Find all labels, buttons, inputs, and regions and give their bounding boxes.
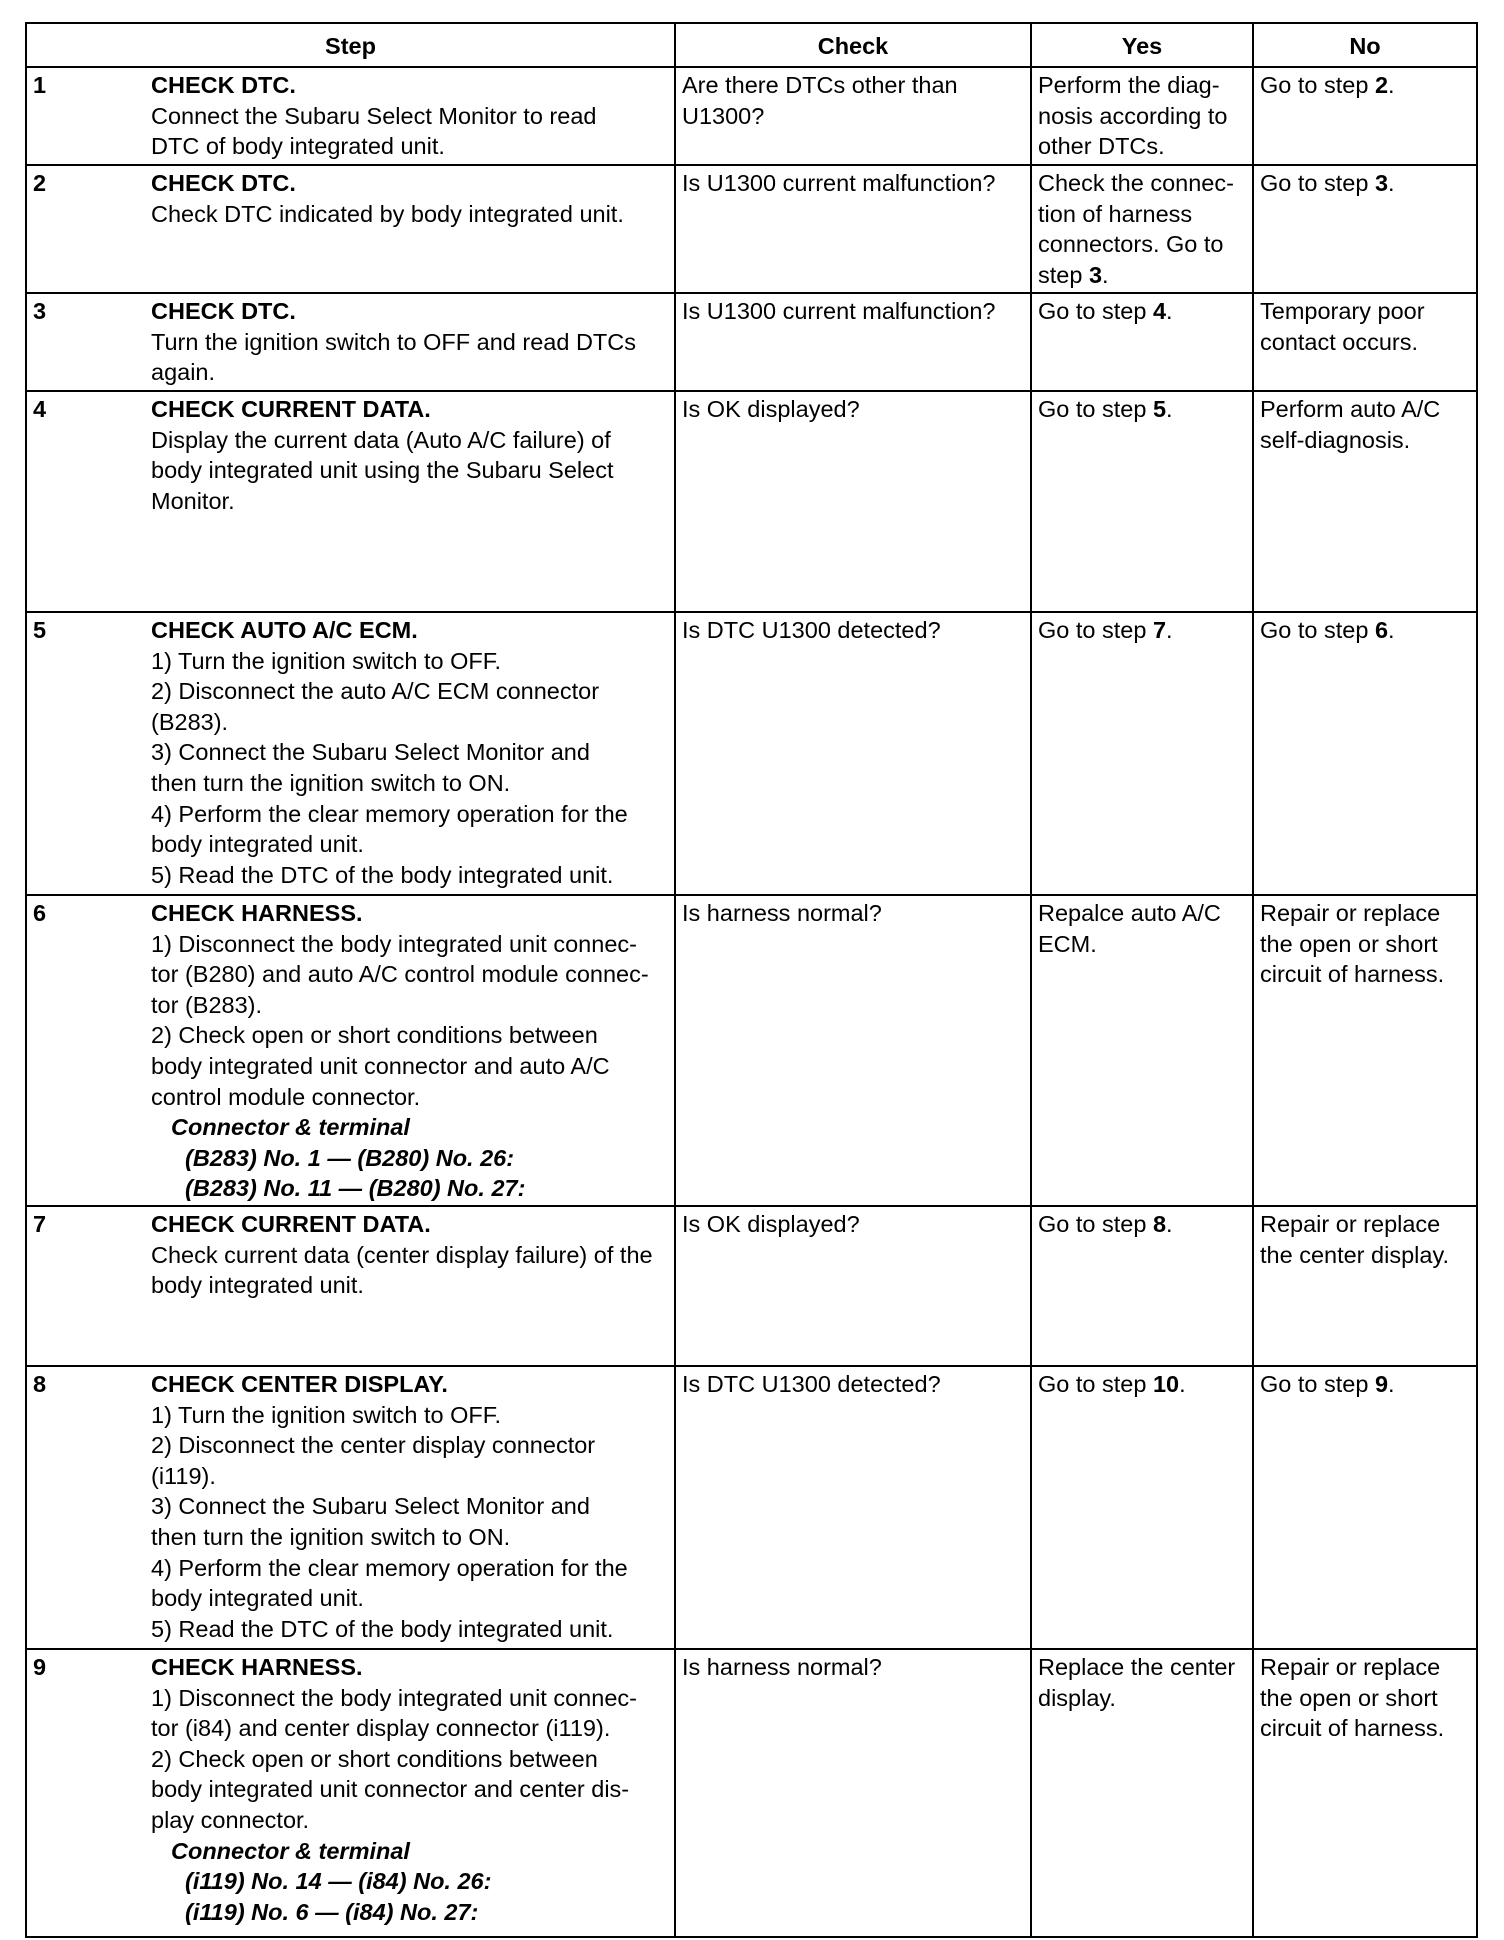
table-row — [26, 293, 1477, 391]
step-line: tor (i84) and center display connector (i119). — [151, 1715, 611, 1742]
table-row — [26, 1649, 1477, 1937]
step-line: 4) Perform the clear memory operation for the — [151, 800, 628, 827]
check-cell — [675, 391, 1031, 612]
step-title: CHECK CURRENT DATA. — [151, 1211, 431, 1237]
no-text: Perform auto A/C self-diagnosis. — [1260, 396, 1441, 453]
step-body — [151, 296, 669, 388]
table-row — [26, 895, 1477, 1206]
step-line: Check DTC indicated by body integrated unit. — [151, 200, 624, 227]
connector-heading: Connector & terminal — [171, 1837, 410, 1864]
check-cell — [675, 895, 1031, 1206]
step-line: Connect the Subaru Select Monitor to read — [151, 102, 597, 129]
check-text: Are there DTCs other than U1300? — [682, 72, 958, 129]
step-title: CHECK CURRENT DATA. — [151, 396, 431, 422]
step-line: 2) Disconnect the auto A/C ECM connector — [151, 678, 600, 705]
yes-text: Go to step — [1038, 396, 1153, 422]
step-number: 7 — [33, 1211, 47, 1237]
no-step-ref: 9 — [1374, 1371, 1389, 1397]
connector-terminal-line: (B283) No. 11 — (B280) No. 27: — [185, 1175, 526, 1202]
step-line: Turn the ignition switch to OFF and read DTCs — [151, 328, 636, 355]
no-cell — [1253, 293, 1477, 391]
step-line: then turn the ignition switch to ON. — [151, 769, 511, 796]
step-line: body integrated unit. — [151, 831, 364, 858]
step-body — [151, 1369, 669, 1644]
table-row — [26, 612, 1477, 895]
step-wrap — [33, 394, 669, 516]
no-text-end: . — [1388, 170, 1395, 196]
yes-step-ref: 3 — [1088, 261, 1103, 288]
step-line: Display the current data (Auto A/C failure) of — [151, 426, 611, 453]
diagnostic-table — [25, 22, 1478, 1938]
no-text: Go to step — [1260, 170, 1375, 196]
yes-text-end: . — [1166, 396, 1173, 422]
step-cell — [26, 1366, 675, 1649]
yes-text-end: . — [1102, 261, 1109, 288]
step-cell — [26, 165, 675, 293]
step-line: body integrated unit connector and auto A/C — [151, 1052, 610, 1079]
step-wrap — [33, 1652, 669, 1927]
table-row — [26, 1366, 1477, 1649]
step-body — [151, 1209, 669, 1301]
step-cell — [26, 67, 675, 165]
check-text: Is U1300 current malfunction? — [682, 170, 996, 196]
step-line: DTC of body integrated unit. — [151, 133, 445, 160]
yes-step-ref: 4 — [1152, 298, 1167, 324]
yes-cell — [1031, 612, 1253, 895]
step-line: 2) Check open or short conditions between — [151, 1022, 598, 1049]
connector-terminal-line: (i119) No. 6 — (i84) No. 27: — [185, 1898, 479, 1925]
step-body — [151, 615, 669, 890]
yes-cell — [1031, 895, 1253, 1206]
step-line: 1) Disconnect the body integrated unit connec- — [151, 1684, 637, 1711]
check-text: Is DTC U1300 detected? — [682, 1371, 941, 1397]
step-cell — [26, 293, 675, 391]
step-number: 2 — [33, 170, 47, 196]
no-cell — [1253, 612, 1477, 895]
yes-cell — [1031, 1206, 1253, 1366]
check-cell — [675, 165, 1031, 293]
step-line: Monitor. — [151, 487, 235, 514]
yes-step-ref: 8 — [1152, 1211, 1167, 1237]
step-wrap — [33, 296, 669, 388]
table-row — [26, 391, 1477, 612]
check-cell — [675, 1366, 1031, 1649]
no-text: Temporary poor contact occurs. — [1260, 298, 1425, 355]
step-cell — [26, 1206, 675, 1366]
yes-text: Repalce auto A/C ECM. — [1038, 900, 1221, 957]
step-line: 4) Perform the clear memory operation for the — [151, 1554, 628, 1581]
step-wrap — [33, 70, 669, 162]
check-text: Is harness normal? — [682, 1654, 882, 1680]
step-line: body integrated unit connector and center dis- — [151, 1776, 630, 1803]
yes-text: Perform the diag- nosis according to other DTCs. — [1038, 72, 1228, 160]
step-body — [151, 1652, 669, 1927]
step-body — [151, 70, 669, 162]
step-cell — [26, 612, 675, 895]
no-step-ref: 6 — [1374, 617, 1389, 643]
step-body — [151, 394, 669, 516]
step-line: then turn the ignition switch to ON. — [151, 1523, 511, 1550]
step-line: body integrated unit. — [151, 1272, 364, 1299]
step-line: 1) Turn the ignition switch to OFF. — [151, 1401, 502, 1428]
step-cell — [26, 1649, 675, 1937]
no-cell — [1253, 165, 1477, 293]
connector-terminal-line: (B283) No. 1 — (B280) No. 26: — [185, 1144, 515, 1171]
yes-text-end: . — [1166, 298, 1173, 324]
connector-terminal-line: (i119) No. 14 — (i84) No. 26: — [185, 1868, 492, 1895]
no-cell — [1253, 895, 1477, 1206]
yes-text: Go to step — [1038, 1371, 1153, 1397]
yes-text-end: . — [1166, 1211, 1173, 1237]
no-step-ref: 3 — [1374, 170, 1389, 196]
step-line: 2) Check open or short conditions between — [151, 1745, 598, 1772]
step-line: play connector. — [151, 1806, 310, 1833]
step-line: body integrated unit using the Subaru Select — [151, 457, 614, 484]
yes-text: Check the connec- tion of harness connectors. Go to step — [1038, 170, 1234, 288]
step-title: CHECK HARNESS. — [151, 1654, 363, 1680]
header-step: Step — [26, 23, 675, 67]
no-text-end: . — [1388, 1371, 1395, 1397]
no-text-end: . — [1388, 617, 1395, 643]
step-line: 3) Connect the Subaru Select Monitor and — [151, 739, 590, 766]
connector-heading: Connector & terminal — [171, 1114, 410, 1141]
check-text: Is OK displayed? — [682, 1211, 860, 1237]
yes-cell — [1031, 293, 1253, 391]
step-line: body integrated unit. — [151, 1585, 364, 1612]
no-text: Repair or replace the open or short circuit of harness. — [1260, 1654, 1445, 1742]
step-title: CHECK AUTO A/C ECM. — [151, 617, 418, 643]
yes-cell — [1031, 1649, 1253, 1937]
step-title: CHECK DTC. — [151, 298, 296, 324]
step-title: CHECK CENTER DISPLAY. — [151, 1371, 448, 1397]
step-line: 5) Read the DTC of the body integrated unit. — [151, 1615, 614, 1642]
no-text: Go to step — [1260, 72, 1375, 98]
check-cell — [675, 293, 1031, 391]
no-text: Go to step — [1260, 1371, 1375, 1397]
step-cell — [26, 391, 675, 612]
header-yes: Yes — [1031, 23, 1253, 67]
yes-step-ref: 5 — [1152, 396, 1167, 422]
step-line: tor (B283). — [151, 991, 263, 1018]
step-cell — [26, 895, 675, 1206]
no-text-end: . — [1388, 72, 1395, 98]
check-cell — [675, 1649, 1031, 1937]
no-text: Go to step — [1260, 617, 1375, 643]
step-title: CHECK DTC. — [151, 72, 296, 98]
no-text: Repair or replace the open or short circuit of harness. — [1260, 900, 1445, 988]
no-text: Repair or replace the center display. — [1260, 1211, 1449, 1268]
step-line: Check current data (center display failure) of the — [151, 1241, 653, 1268]
table-row — [26, 67, 1477, 165]
no-cell — [1253, 391, 1477, 612]
step-wrap — [33, 898, 669, 1204]
check-cell — [675, 67, 1031, 165]
step-body — [151, 168, 669, 229]
step-body — [151, 898, 669, 1204]
step-line: tor (B280) and auto A/C control module connec- — [151, 961, 649, 988]
step-line: 2) Disconnect the center display connector — [151, 1432, 596, 1459]
no-cell — [1253, 67, 1477, 165]
yes-cell — [1031, 1366, 1253, 1649]
yes-step-ref: 7 — [1152, 617, 1167, 643]
step-title: CHECK DTC. — [151, 170, 296, 196]
header-row — [26, 23, 1477, 67]
no-cell — [1253, 1206, 1477, 1366]
no-step-ref: 2 — [1374, 72, 1389, 98]
yes-step-ref: 10 — [1152, 1371, 1180, 1397]
step-line: 5) Read the DTC of the body integrated unit. — [151, 861, 614, 888]
step-line: (i119). — [151, 1462, 216, 1489]
step-wrap — [33, 615, 669, 890]
step-line: 1) Disconnect the body integrated unit connec- — [151, 930, 637, 957]
step-number: 6 — [33, 900, 47, 926]
yes-text: Go to step — [1038, 1211, 1153, 1237]
step-line: 3) Connect the Subaru Select Monitor and — [151, 1493, 590, 1520]
check-cell — [675, 1206, 1031, 1366]
no-cell — [1253, 1649, 1477, 1937]
step-line: control module connector. — [151, 1083, 421, 1110]
check-text: Is DTC U1300 detected? — [682, 617, 941, 643]
step-number: 3 — [33, 298, 47, 324]
table-row — [26, 1206, 1477, 1366]
check-cell — [675, 612, 1031, 895]
check-text: Is OK displayed? — [682, 396, 860, 422]
check-text: Is harness normal? — [682, 900, 882, 926]
step-number: 4 — [33, 396, 47, 422]
yes-cell — [1031, 391, 1253, 612]
header-no: No — [1253, 23, 1477, 67]
yes-cell — [1031, 67, 1253, 165]
yes-text-end: . — [1179, 1371, 1186, 1397]
step-line: (B283). — [151, 708, 229, 735]
yes-text: Go to step — [1038, 617, 1153, 643]
no-cell — [1253, 1366, 1477, 1649]
table-row — [26, 165, 1477, 293]
step-number: 5 — [33, 617, 47, 643]
step-title: CHECK HARNESS. — [151, 900, 363, 926]
check-text: Is U1300 current malfunction? — [682, 298, 996, 324]
yes-text-end: . — [1166, 617, 1173, 643]
step-wrap — [33, 168, 669, 229]
step-wrap — [33, 1209, 669, 1301]
step-line: again. — [151, 359, 216, 386]
step-wrap — [33, 1369, 669, 1644]
step-number: 9 — [33, 1654, 47, 1680]
header-check: Check — [675, 23, 1031, 67]
step-number: 8 — [33, 1371, 47, 1397]
yes-text: Go to step — [1038, 298, 1153, 324]
yes-cell — [1031, 165, 1253, 293]
yes-text: Replace the center display. — [1038, 1654, 1236, 1711]
step-number: 1 — [33, 72, 47, 98]
step-line: 1) Turn the ignition switch to OFF. — [151, 647, 502, 674]
